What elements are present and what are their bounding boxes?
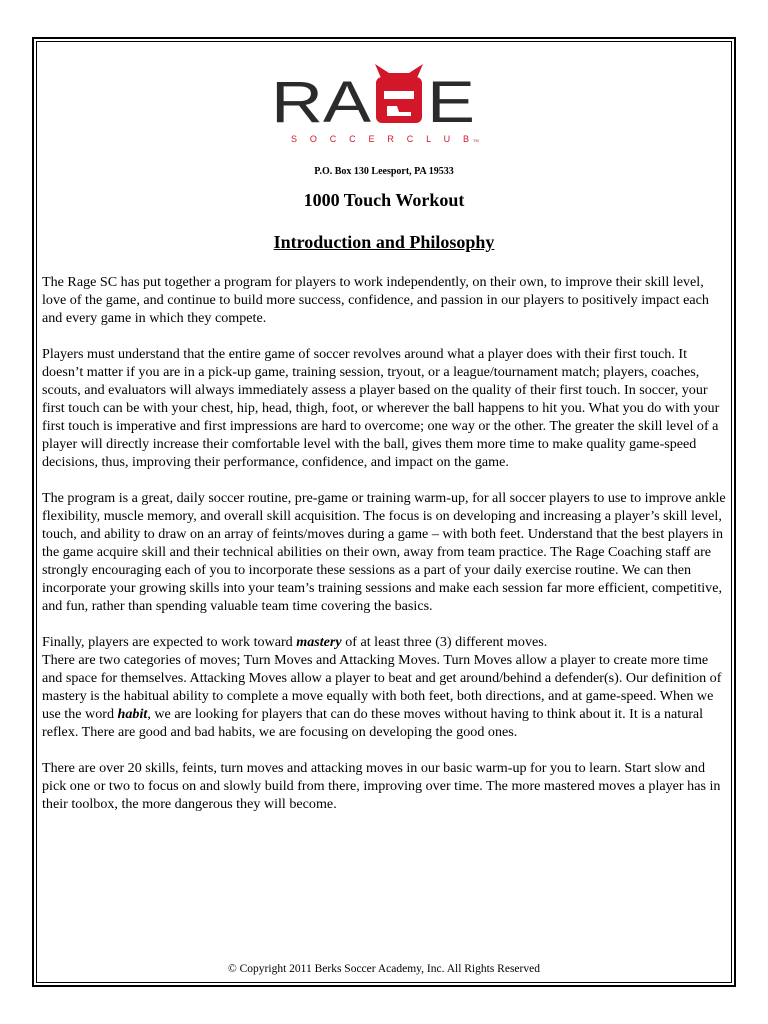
logo-tagline: S O C C E R C L U B <box>291 134 469 144</box>
rage-soccer-club-logo <box>269 62 499 162</box>
logo-wordmark-left: RA <box>271 70 372 135</box>
paragraph-intro: The Rage SC has put together a program for players to work independently, on their own, to improve their skill level, love of the game, and continue to build more success, confidence, and passion in our players to positively impact each and every game in which they compete. <box>42 274 709 326</box>
paragraph-mastery <box>42 633 730 741</box>
paragraph-first-touch: Players must understand that the entire game of soccer revolves around what a player does with their first touch. It doesn’t matter if you are in a pick-up game, training session, tryout, or a league/tournament match; players, coaches, scouts, and evaluators will always immediately assess a player based on the quality of their first touch. In soccer, your first touch can be with your chest, hip, head, thigh, foot, or wherever the ball happens to hit you. What you do with your first touch is imperative and first impressions are hard to overcome; one way or the other. The greater the skill level of a player will directly increase their comfortable level with the ball, gives them more time to make quality game-speed decisions, thus, improving their performance, confidence, and impact on the game. <box>42 346 720 470</box>
logo-trademark: TM <box>473 138 479 143</box>
mastery-text-d: , we are looking for players that can do these moves without having to think about it. It is a natural reflex. There are good and bad habits, we are focusing on developing the good ones. <box>42 706 704 740</box>
body-text <box>42 273 730 831</box>
logo-wordmark-right: E <box>427 70 475 135</box>
paragraph-skills: There are over 20 skills, feints, turn moves and attacking moves in our basic warm-up for you to learn. Start slow and pick one or two to focus on and slowly build from there, improving over time. The more mastered moves a player has in their toolbox, the more dangerous they will become. <box>42 760 721 812</box>
mastery-text-b: of at least three (3) different moves. <box>341 634 548 650</box>
section-heading: Introduction and Philosophy <box>273 232 495 252</box>
devil-horns-g-icon <box>375 64 423 123</box>
mastery-text-a: Finally, players are expected to work toward <box>42 634 297 650</box>
term-habit: habit <box>117 706 148 722</box>
document-title: 1000 Touch Workout <box>303 190 465 210</box>
paragraph-program: The program is a great, daily soccer routine, pre-game or training warm-up, for all soccer players to use to improve ankle flexibility, muscle memory, and overall skill acquisition. The focus is on developing and increasing a player’s skill level, touch, and ability to draw on an array of feints/moves during a game – with both feet. Understand that the best players in the game acquire skill and their technical abilities on their own, away from team practice. The Rage Coaching staff are strongly encouraging each of you to incorporate these sessions as a part of your daily exercise routine. We can then incorporate your growing skills into your team’s training sessions and make each session far more efficient, competitive, and fun, rather than spending valuable team time covering the basics. <box>42 490 726 614</box>
mastery-text-c: There are two categories of moves; Turn Moves and Attacking Moves. Turn Moves allow a player to create more time and space for themselves. Attacking Moves allow a player to beat and get around/behind a defender(s). Our definition of mastery is the habitual ability to complete a move equally with both feet, both directions, and at game-speed. When we use the word <box>42 652 722 722</box>
term-mastery: mastery <box>296 634 342 650</box>
club-address: P.O. Box 130 Leesport, PA 19533 <box>314 166 454 177</box>
copyright-footer: © Copyright 2011 Berks Soccer Academy, Inc. All Rights Reserved <box>228 963 540 975</box>
